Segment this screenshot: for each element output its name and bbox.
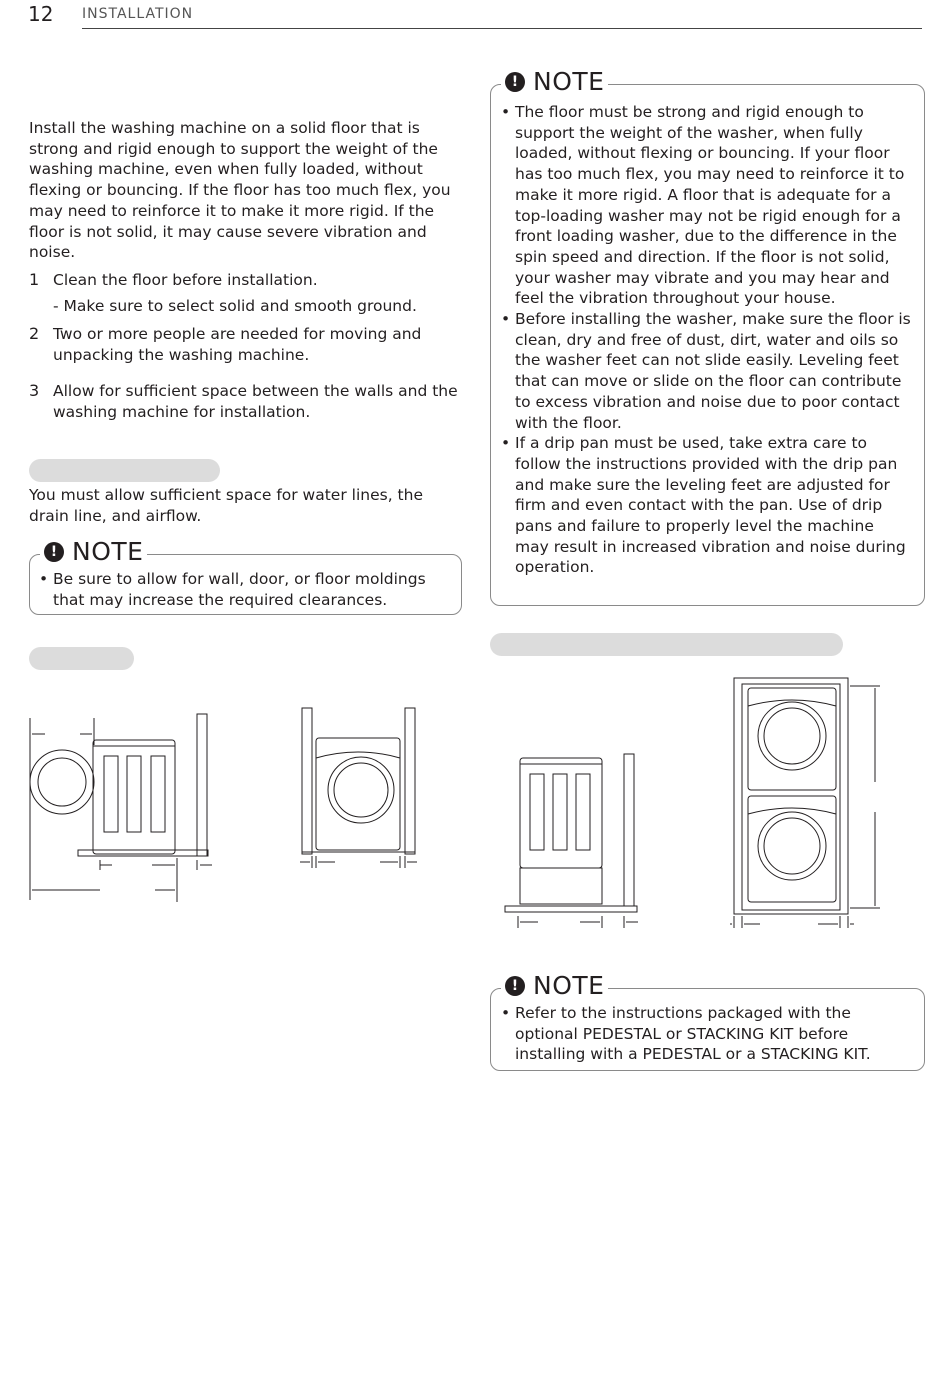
note-item: • Refer to the instructions packaged with the optional PEDESTAL or STACKING KIT before installing with a PEDESTAL or a STACKING KIT. — [501, 1003, 916, 1065]
section-heading-bar — [490, 633, 843, 656]
step-number: 1 — [29, 270, 40, 289]
note-heading — [40, 537, 147, 566]
note-item: • Before installing the washer, make sure the floor is clean, dry and free of dust, dirt, water and oils so the washer feet can not slide easily. Leveling feet that can move or slide on the floor can contribute to excess vibration and noise due to poor contact with the floor. — [501, 309, 911, 433]
step-2 — [29, 324, 461, 365]
note-pedestal-box — [490, 971, 925, 1071]
step-text: Two or more people are needed for moving and unpacking the washing machine. — [53, 325, 422, 365]
note-moldings-box — [29, 537, 462, 615]
step-number: 2 — [29, 324, 40, 344]
section-heading-bar — [29, 459, 220, 482]
section-heading-bar — [29, 647, 134, 670]
step-3 — [29, 381, 461, 422]
exclamation-circle-icon: ! — [505, 976, 525, 996]
clearance-paragraph: You must allow sufficient space for water lines, the drain line, and airflow. — [29, 486, 423, 525]
pedestal-clearance-diagram — [500, 750, 645, 930]
step-subtext: - Make sure to select solid and smooth ground. — [53, 296, 417, 315]
note-title: NOTE — [533, 971, 605, 1000]
installation-steps — [29, 270, 461, 422]
step-number: 3 — [29, 380, 40, 400]
note-floor-box — [490, 67, 925, 606]
note-list — [39, 569, 454, 610]
note-item: • The floor must be strong and rigid enough to support the weight of the washer, when fully loaded, without flexing or bouncing. If your floor has too much flex, you may need to reinforce it to make it more rigid. A floor that is adequate for a top-loading washer may not be rigid enough for a front loading washer, due to the difference in the spin speed and direction. If the floor is not solid, your washer may vibrate and you may hear and feel the vibration throughout your house. — [501, 102, 911, 309]
step-text: Clean the floor before installation. — [53, 271, 318, 289]
header-rule — [82, 28, 922, 29]
step-1 — [29, 270, 461, 316]
step-text: Allow for sufficient space between the walls and the washing machine for installation. — [53, 381, 458, 421]
washer-side-clearance-diagram — [20, 700, 230, 910]
note-list — [501, 1003, 916, 1065]
note-heading — [501, 67, 608, 96]
note-item: • If a drip pan must be used, take extra care to follow the instructions provided with the drip pan and make sure the leveling feet are adjusted for firm and even contact with the pan. Use of drip pans and failure to properly level the machine may result in increased vibration and noise during operation. — [501, 433, 911, 578]
note-heading — [501, 971, 608, 1000]
exclamation-circle-icon: ! — [505, 72, 525, 92]
note-item: • Be sure to allow for wall, door, or floor moldings that may increase the required clearances. — [39, 569, 454, 610]
page-number: 12 — [28, 2, 54, 26]
stacking-kit-clearance-diagram — [730, 672, 885, 932]
washer-front-clearance-diagram — [295, 700, 425, 870]
intro-paragraph: Install the washing machine on a solid floor that is strong and rigid enough to support the weight of the washing machine, even when fully loaded, without flexing or bouncing. If the floor has too much flex, you may need to reinforce it to make it more rigid. If the floor is not solid, it may cause severe vibration and noise. — [29, 119, 451, 262]
exclamation-circle-icon: ! — [44, 542, 64, 562]
page-header — [0, 0, 950, 30]
note-title: NOTE — [72, 537, 144, 566]
note-title: NOTE — [533, 67, 605, 96]
section-title: INSTALLATION — [82, 6, 194, 22]
note-list — [501, 102, 911, 578]
